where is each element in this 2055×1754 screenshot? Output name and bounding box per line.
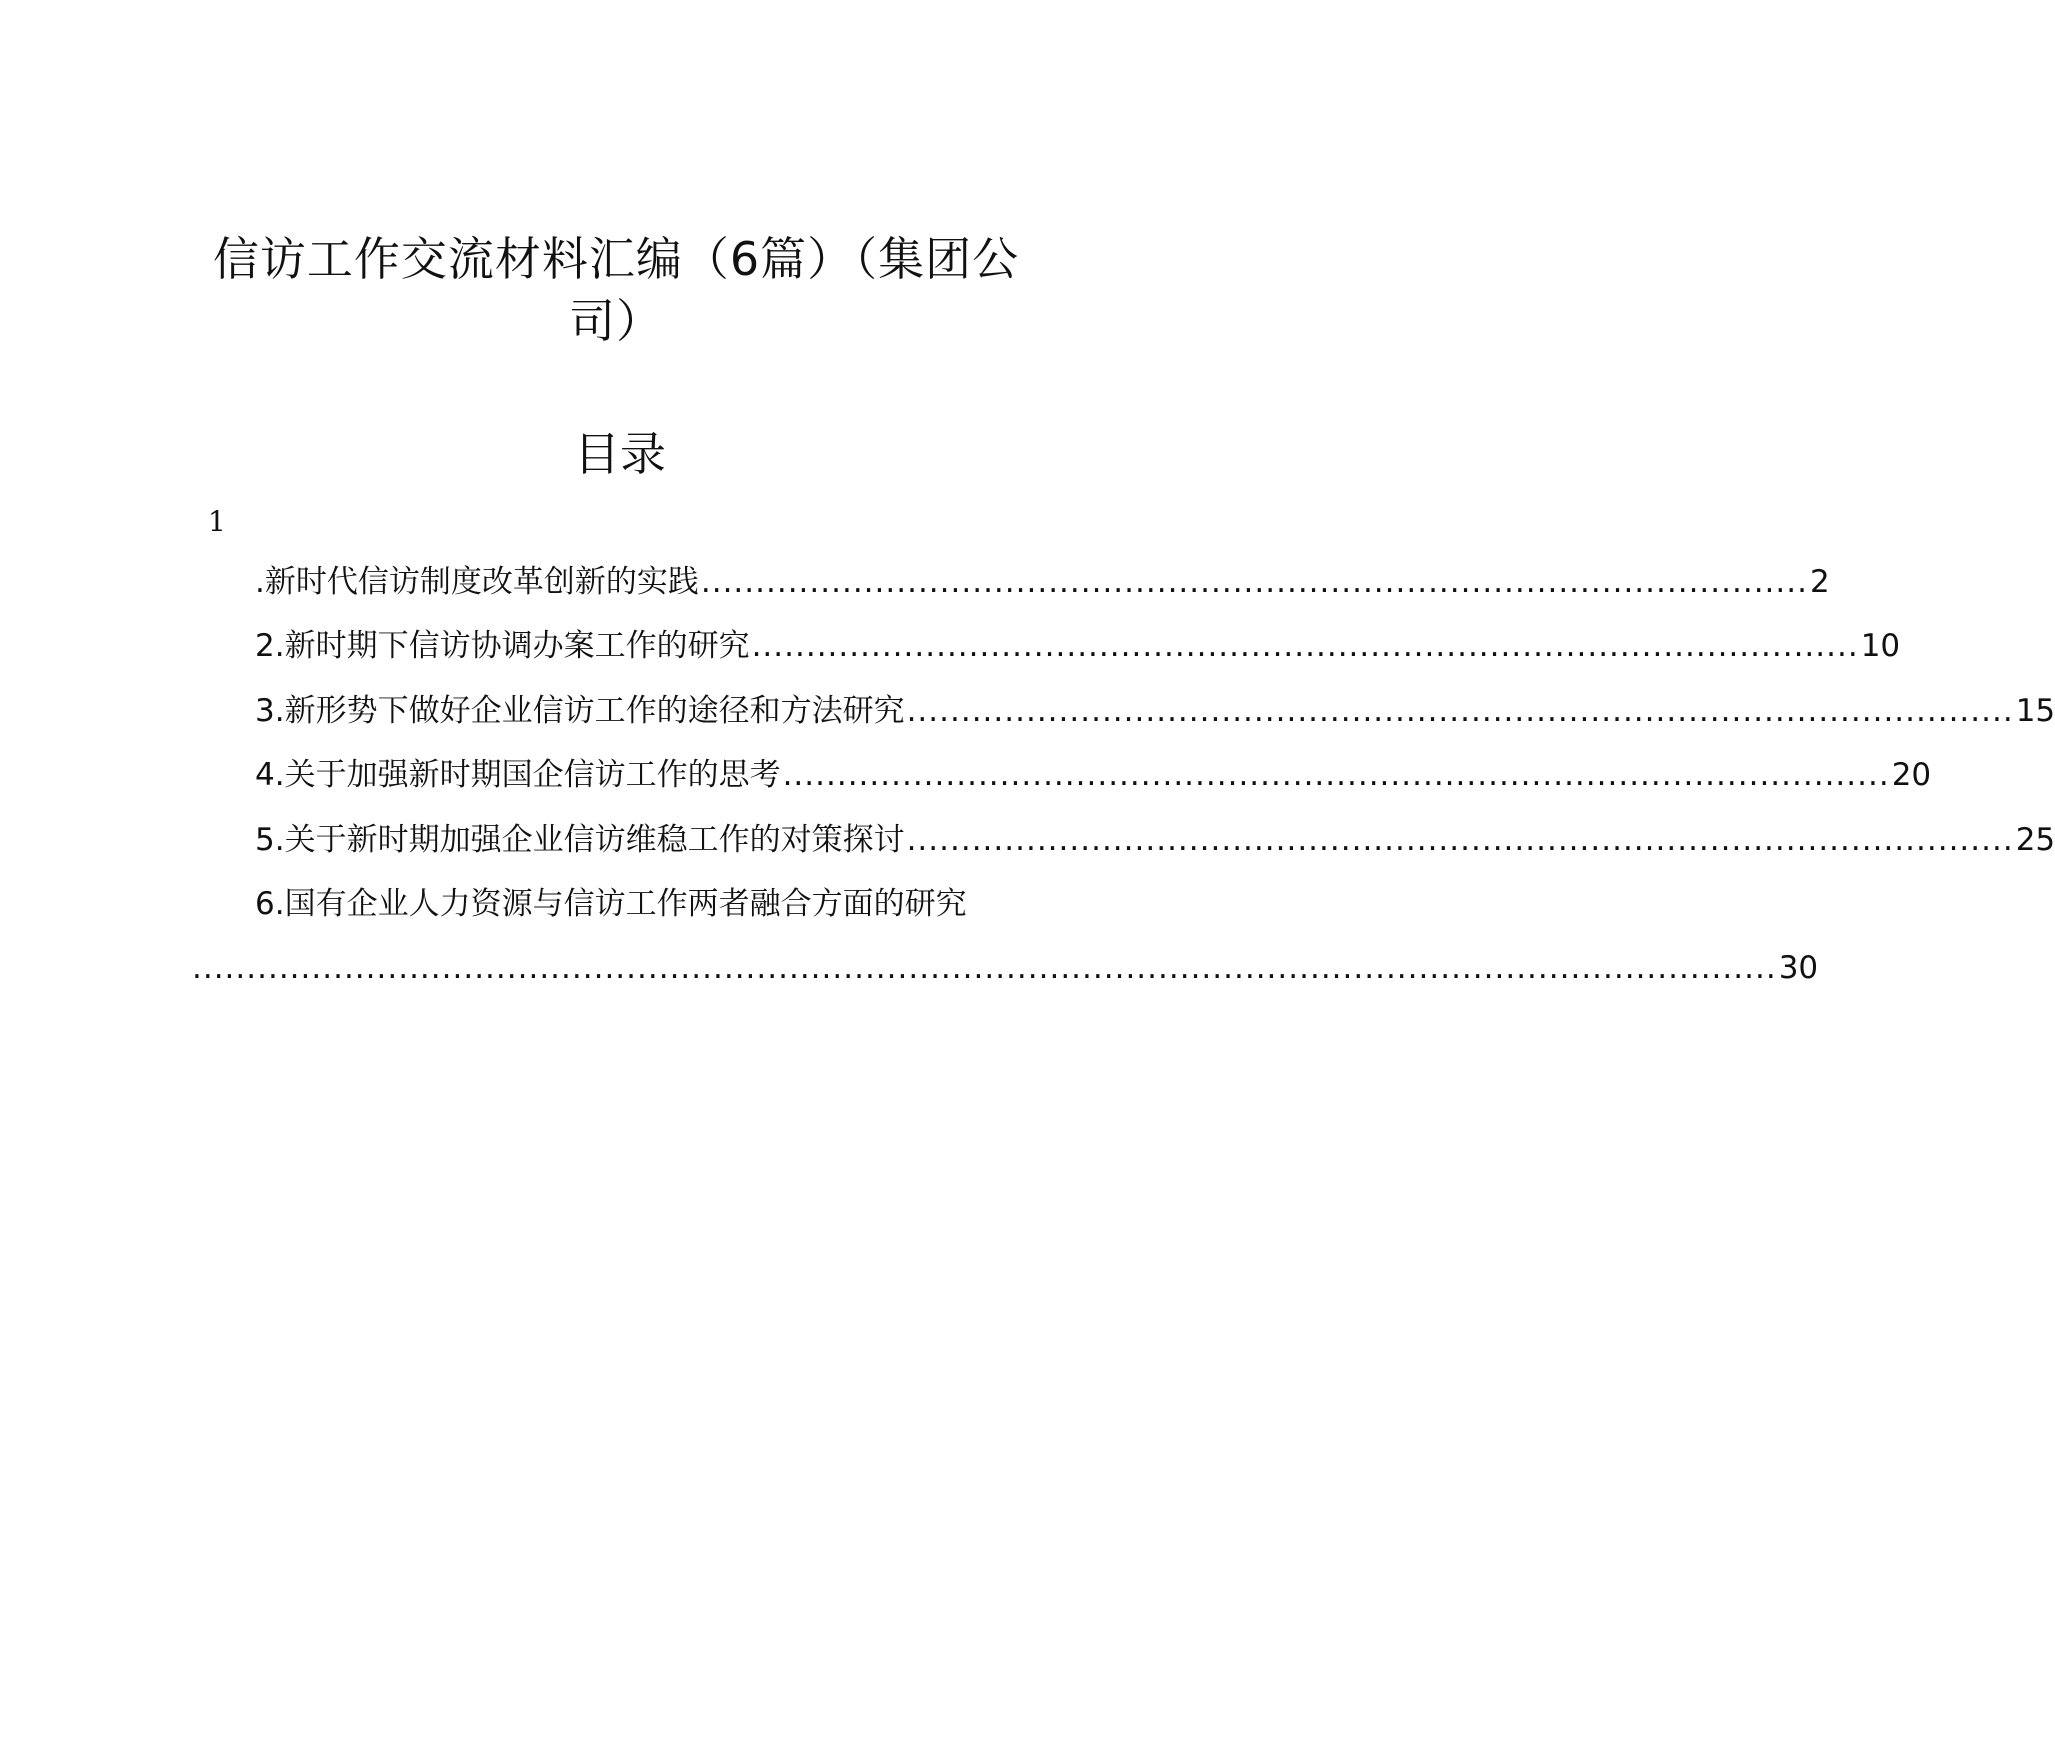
toc-page-number: 30 — [1778, 950, 1819, 986]
toc-entry-3[interactable] — [255, 689, 2055, 733]
dot-leader: ...................................................................................................... — [700, 564, 1808, 600]
dot-leader: .................................................................................................................................................. — [192, 950, 1777, 986]
toc-entry-1[interactable] — [255, 560, 1830, 604]
toc-entry-5[interactable] — [255, 818, 2055, 862]
document-title: 信访工作交流材料汇编（6篇）（集团公司） — [212, 232, 1020, 348]
toc-entry-label: 5.关于新时期加强企业信访维稳工作的对策探讨 — [255, 822, 905, 858]
dot-leader: ...................................................................................................... — [906, 822, 2014, 858]
toc-page-number: 15 — [2015, 693, 2055, 729]
stray-number: 1 — [208, 505, 226, 538]
toc-entry-4[interactable] — [255, 753, 1932, 797]
toc-entry-label: 2.新时期下信访协调办案工作的研究 — [255, 628, 750, 664]
toc-entry-6-continuation[interactable] — [190, 946, 1819, 990]
toc-page-number: 10 — [1860, 628, 1901, 664]
toc-page-number: 20 — [1891, 757, 1932, 793]
toc-page-number: 2 — [1809, 564, 1830, 600]
toc-entry-6[interactable] — [255, 882, 1047, 926]
toc-entry-2[interactable] — [255, 624, 1901, 668]
toc-entry-label: .新时代信访制度改革创新的实践 — [255, 564, 699, 600]
toc-heading: 目录 — [574, 427, 666, 481]
dot-leader: ...................................................................................................... — [906, 693, 2014, 729]
toc-page-number: 25 — [2015, 822, 2055, 858]
toc-entry-label: 4.关于加强新时期国企信访工作的思考 — [255, 757, 781, 793]
toc-entry-label: 3.新形势下做好企业信访工作的途径和方法研究 — [255, 693, 905, 729]
dot-leader: ...................................................................................................... — [782, 757, 1890, 793]
dot-leader: ...................................................................................................... — [751, 628, 1859, 664]
toc-entry-label: 6.国有企业人力资源与信访工作两者融合方面的研究 — [255, 886, 967, 922]
